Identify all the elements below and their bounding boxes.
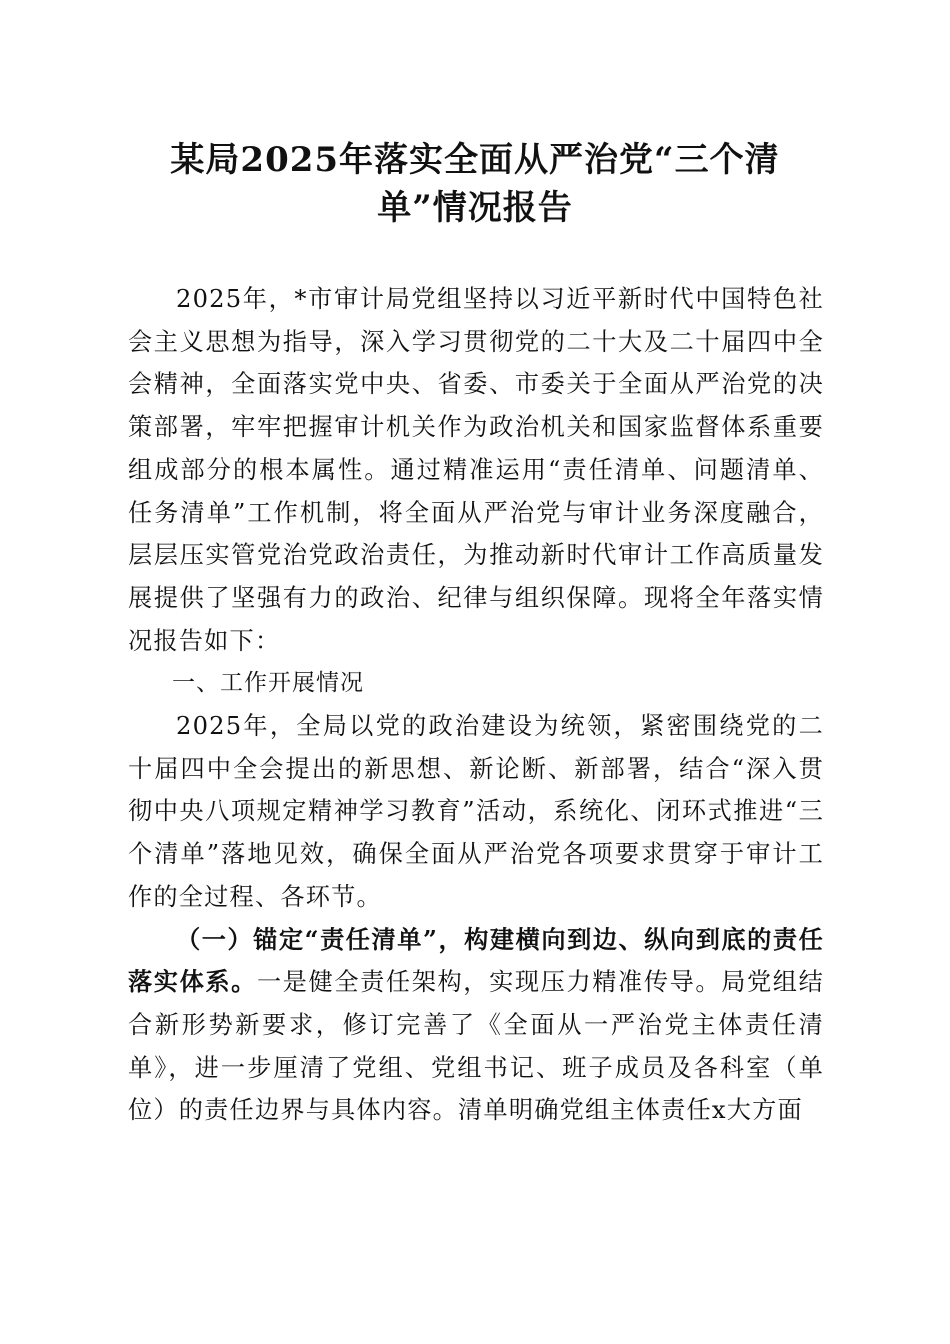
document-body	[128, 278, 824, 1132]
subsection-body: 一是健全责任架构，实现压力精准传导。局党组结合新形势新要求，修订完善了《全面从一严治党主体责任清单》，进一步厘清了党组、党组书记、班子成员及各科室（单位）的责任边界与具体内容。清单明确党组主体责任x大方面	[128, 968, 824, 1125]
document-title	[120, 136, 830, 232]
intro-paragraph: 2025年，*市审计局党组坚持以习近平新时代中国特色社会主义思想为指导，深入学习贯彻党的二十大及二十届四中全会精神，全面落实党中央、省委、市委关于全面从严治党的决策部署，牢牢把握审计机关作为政治机关和国家监督体系重要组成部分的根本属性。通过精准运用“责任清单、问题清单、任务清单”工作机制，将全面从严治党与审计业务深度融合，层层压实管党治党政治责任，为推动新时代审计工作高质量发展提供了坚强有力的政治、纪律与组织保障。现将全年落实情况报告如下：	[128, 285, 824, 655]
title-line-1: 某局2025年落实全面从严治党“三个清	[170, 140, 780, 180]
section-paragraph: 2025年，全局以党的政治建设为统领，紧密围绕党的二十届四中全会提出的新思想、新论断、新部署，结合“深入贯彻中央八项规定精神学习教育”活动，系统化、闭环式推进“三个清单”落地见效，确保全面从严治党各项要求贯穿于审计工作的全过程、各环节。	[128, 712, 824, 911]
section-heading: 一、工作开展情况	[172, 670, 364, 697]
subsection-heading: （一）锚定“责任清单”，构建横向到边、纵向到底的责任落实体系。	[128, 924, 824, 997]
subsection-paragraph	[128, 919, 824, 1133]
title-line-2: 单”情况报告	[377, 188, 573, 228]
